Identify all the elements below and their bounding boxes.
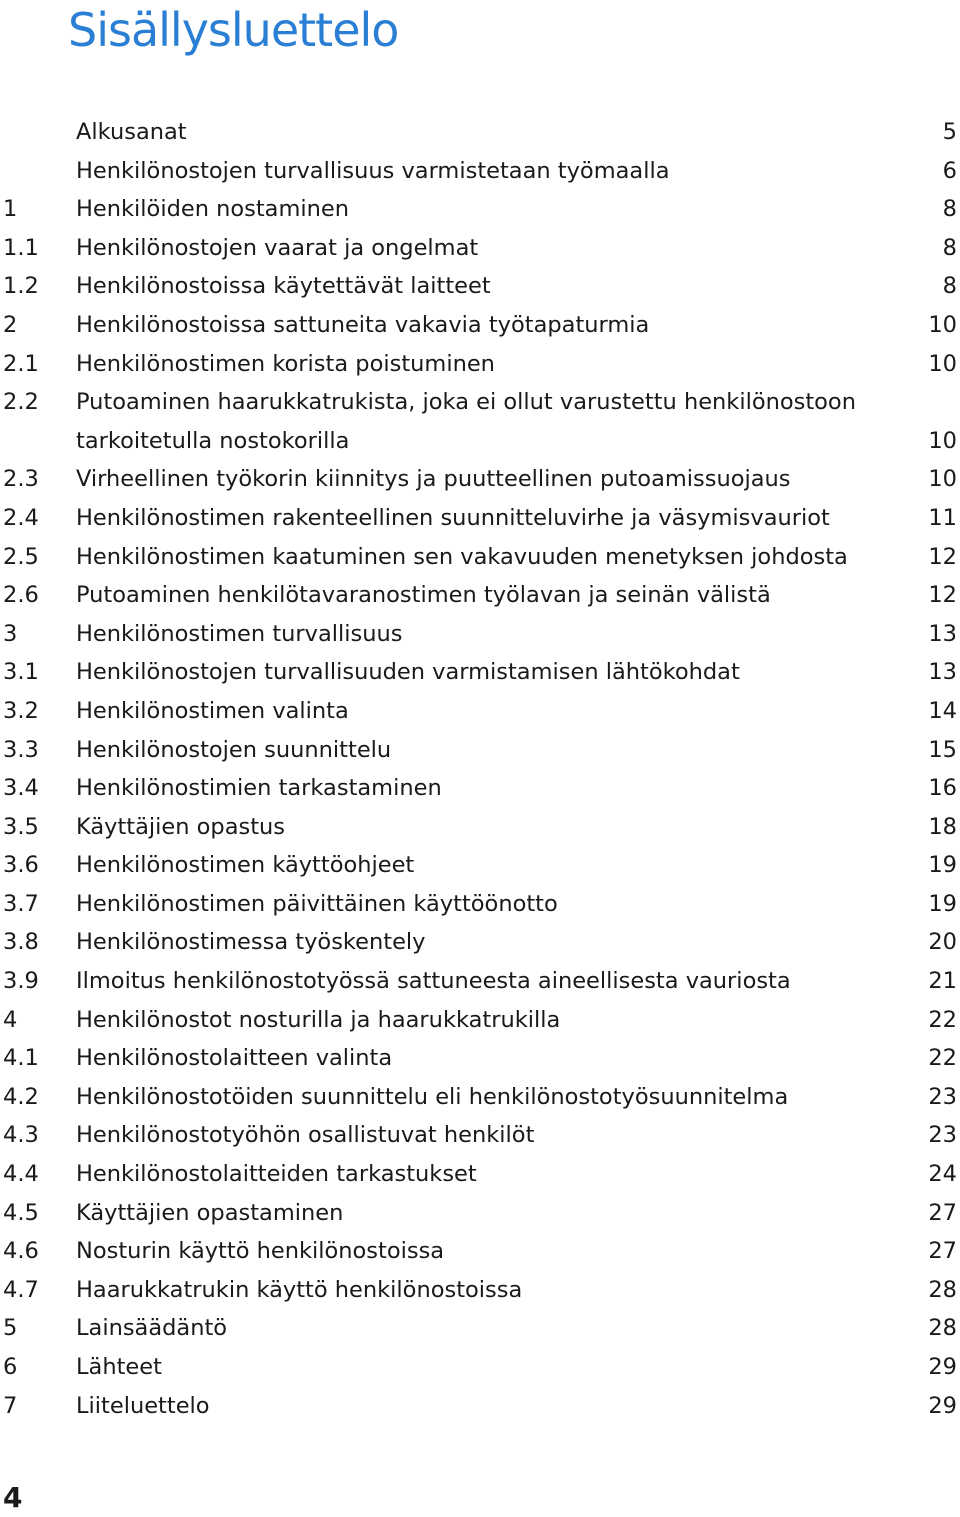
toc-entry	[0, 846, 960, 885]
toc-entry	[0, 576, 960, 615]
toc-entry-page: 12	[928, 582, 957, 609]
toc-entry-page: 27	[928, 1238, 957, 1265]
toc-entry-title: Lainsäädäntö	[76, 1315, 228, 1342]
toc-entry-page: 28	[928, 1315, 957, 1342]
toc-entry-title: Putoaminen haarukkatrukista, joka ei ollut varustettu henkilönostoon tarkoitetulla nostokorilla	[76, 389, 856, 454]
toc-entry-number: 2.4	[3, 504, 39, 531]
toc-entry-title: Haarukkatrukin käyttö henkilönostoissa	[76, 1276, 523, 1303]
toc-entry-number: 3.5	[3, 813, 39, 840]
toc-entry-number: 4.7	[3, 1276, 39, 1303]
toc-entry	[0, 923, 960, 962]
toc-entry-page: 20	[928, 929, 957, 956]
toc-entry-number: 3.4	[3, 775, 39, 802]
toc-entry-page: 8	[942, 196, 957, 223]
toc-entry-title: Nosturin käyttö henkilönostoissa	[76, 1238, 445, 1265]
toc-entry-title: Lähteet	[76, 1354, 162, 1380]
toc-entry	[0, 1001, 960, 1040]
toc-entry-page: 16	[928, 775, 957, 802]
toc-entry-page: 19	[928, 890, 957, 917]
toc-entry-number: 3.7	[3, 890, 39, 917]
toc-entry	[0, 962, 960, 1001]
toc-entry-page: 21	[928, 968, 957, 995]
toc-entry	[0, 1271, 960, 1310]
toc-entry	[0, 113, 960, 152]
toc-entry	[0, 1194, 960, 1233]
toc-entry	[0, 615, 960, 654]
toc-entry-title: Liiteluettelo	[76, 1392, 210, 1419]
toc-entry-page: 23	[928, 1122, 957, 1149]
toc-entry	[0, 808, 960, 847]
toc-entry-page: 10	[928, 350, 957, 377]
toc-entry-title: Henkilöiden nostaminen	[76, 196, 349, 223]
toc-entry-number: 4.6	[3, 1238, 39, 1265]
toc-entry-title: Henkilönostimen korista poistuminen	[76, 350, 495, 377]
toc-entry-title: Henkilönostot nosturilla ja haarukkatrukilla	[76, 1006, 561, 1033]
toc-entry	[0, 499, 960, 538]
toc-entry-number: 2.6	[3, 582, 39, 609]
toc-entry	[0, 538, 960, 577]
toc-entry-page: 28	[928, 1276, 957, 1303]
toc-entry-number: 2.1	[3, 350, 39, 377]
toc-entry	[0, 653, 960, 692]
toc-entry-title: Henkilönostimen käyttöohjeet	[76, 852, 415, 879]
toc-entry-title: Virheellinen työkorin kiinnitys ja puutteellinen putoamissuojaus	[76, 466, 791, 493]
toc-entry-number: 1.2	[3, 273, 39, 300]
toc-entry-page: 14	[928, 697, 957, 724]
toc-entry-title: Henkilönostimen turvallisuus	[76, 620, 403, 647]
toc-entry-title: Alkusanat	[76, 119, 187, 145]
toc-entry-title: Henkilönostoissa sattuneita vakavia työtapaturmia	[76, 311, 650, 338]
toc-entry-title: Henkilönostimien tarkastaminen	[76, 775, 442, 802]
toc-entry-page: 8	[942, 234, 957, 261]
toc-entry-title: Henkilönostojen turvallisuus varmistetaan työmaalla	[76, 157, 670, 184]
toc-entry-number: 4	[3, 1006, 18, 1033]
toc-entry-title: Käyttäjien opastus	[76, 813, 286, 840]
toc-entry-title: Henkilönostojen suunnittelu	[76, 736, 392, 763]
toc-entry-title: Henkilönostimen valinta	[76, 697, 349, 724]
toc-entry-number: 3.8	[3, 929, 39, 956]
toc-entry-page: 6	[942, 157, 957, 184]
toc-entry	[0, 885, 960, 924]
toc-entry-page: 12	[928, 543, 957, 570]
toc-entry	[0, 1387, 960, 1426]
toc-entry-title: Käyttäjien opastaminen	[76, 1199, 344, 1226]
toc-entry-page: 22	[928, 1045, 957, 1072]
toc-entry-page: 10	[928, 311, 957, 338]
toc-entry	[0, 152, 960, 191]
toc-entry-number: 7	[3, 1392, 18, 1419]
toc-entry	[0, 267, 960, 306]
toc-entry-title: Henkilönostoissa käytettävät laitteet	[76, 273, 491, 300]
toc-entry	[0, 383, 960, 460]
toc-entry-page: 18	[928, 813, 957, 840]
toc-entry-number: 3.3	[3, 736, 39, 763]
toc-entry-title: Henkilönostolaitteen valinta	[76, 1045, 393, 1072]
toc-entry-number: 2	[3, 311, 18, 338]
toc-entry-number: 6	[3, 1354, 18, 1380]
toc-entry	[0, 692, 960, 731]
toc-entry-page: 8	[942, 273, 957, 300]
toc-entry-number: 4.5	[3, 1199, 39, 1226]
toc-entry	[0, 190, 960, 229]
toc-entry-title: Ilmoitus henkilönostotyössä sattuneesta aineellisesta vauriosta	[76, 968, 791, 995]
toc-entry	[0, 460, 960, 499]
toc-entry-title: Henkilönostimessa työskentely	[76, 929, 426, 956]
toc-entry-page: 10	[928, 466, 957, 493]
toc-entry-page: 5	[942, 119, 957, 145]
toc-entry	[0, 1116, 960, 1155]
toc-entry-number: 5	[3, 1315, 18, 1342]
toc-entry-page: 11	[928, 504, 957, 531]
toc-entry-title: Henkilönostimen päivittäinen käyttöönotto	[76, 890, 558, 917]
toc-entry	[0, 345, 960, 384]
toc-entry-number: 4.3	[3, 1122, 39, 1149]
toc-entry	[0, 306, 960, 345]
toc-entry-number: 4.1	[3, 1045, 39, 1072]
page-number: 4	[3, 1481, 23, 1514]
toc-entry-title: Henkilönostimen rakenteellinen suunnitteluvirhe ja väsymisvauriot	[76, 504, 830, 531]
toc-entry	[0, 1039, 960, 1078]
toc-entry-page: 29	[928, 1354, 957, 1380]
toc-entry-page: 13	[928, 620, 957, 647]
toc-entry-number: 4.2	[3, 1083, 39, 1110]
toc-entry-page: 10	[928, 427, 957, 454]
table-of-contents	[0, 113, 960, 1425]
toc-entry-page: 19	[928, 852, 957, 879]
toc-entry	[0, 769, 960, 808]
toc-entry-title: Henkilönostolaitteiden tarkastukset	[76, 1161, 477, 1188]
toc-entry-title: Henkilönostojen turvallisuuden varmistamisen lähtökohdat	[76, 659, 740, 686]
toc-entry-number: 3.6	[3, 852, 39, 879]
toc-entry-number: 3	[3, 620, 18, 647]
page-title: Sisällysluettelo	[68, 3, 399, 57]
toc-entry	[0, 1309, 960, 1348]
toc-entry-number: 4.4	[3, 1161, 39, 1188]
toc-entry	[0, 229, 960, 268]
toc-entry-page: 15	[928, 736, 957, 763]
toc-entry-page: 23	[928, 1083, 957, 1110]
toc-entry-number: 2.5	[3, 543, 39, 570]
toc-entry-title: Henkilönostotöiden suunnittelu eli henkilönostotyösuunnitelma	[76, 1083, 789, 1110]
toc-entry-title: Putoaminen henkilötavaranostimen työlavan ja seinän välistä	[76, 582, 771, 609]
toc-entry-title: Henkilönostimen kaatuminen sen vakavuuden menetyksen johdosta	[76, 543, 848, 570]
toc-entry-number: 3.1	[3, 659, 39, 686]
toc-entry-title: Henkilönostojen vaarat ja ongelmat	[76, 234, 479, 261]
toc-entry-page: 29	[928, 1392, 957, 1419]
toc-entry-page: 27	[928, 1199, 957, 1226]
toc-entry-number: 3.2	[3, 697, 39, 724]
toc-entry	[0, 1348, 960, 1387]
toc-entry-number: 3.9	[3, 968, 39, 995]
toc-entry-title: Henkilönostotyöhön osallistuvat henkilöt	[76, 1122, 535, 1149]
toc-entry-number: 1.1	[3, 234, 39, 261]
toc-entry	[0, 1232, 960, 1271]
toc-entry-page: 13	[928, 659, 957, 686]
toc-entry	[0, 1155, 960, 1194]
toc-entry-page: 22	[928, 1006, 957, 1033]
toc-entry-page: 24	[928, 1161, 957, 1188]
toc-entry	[0, 731, 960, 770]
toc-entry	[0, 1078, 960, 1117]
toc-entry-number: 1	[3, 196, 18, 223]
toc-entry-number: 2.2	[3, 389, 39, 416]
toc-entry-number: 2.3	[3, 466, 39, 493]
